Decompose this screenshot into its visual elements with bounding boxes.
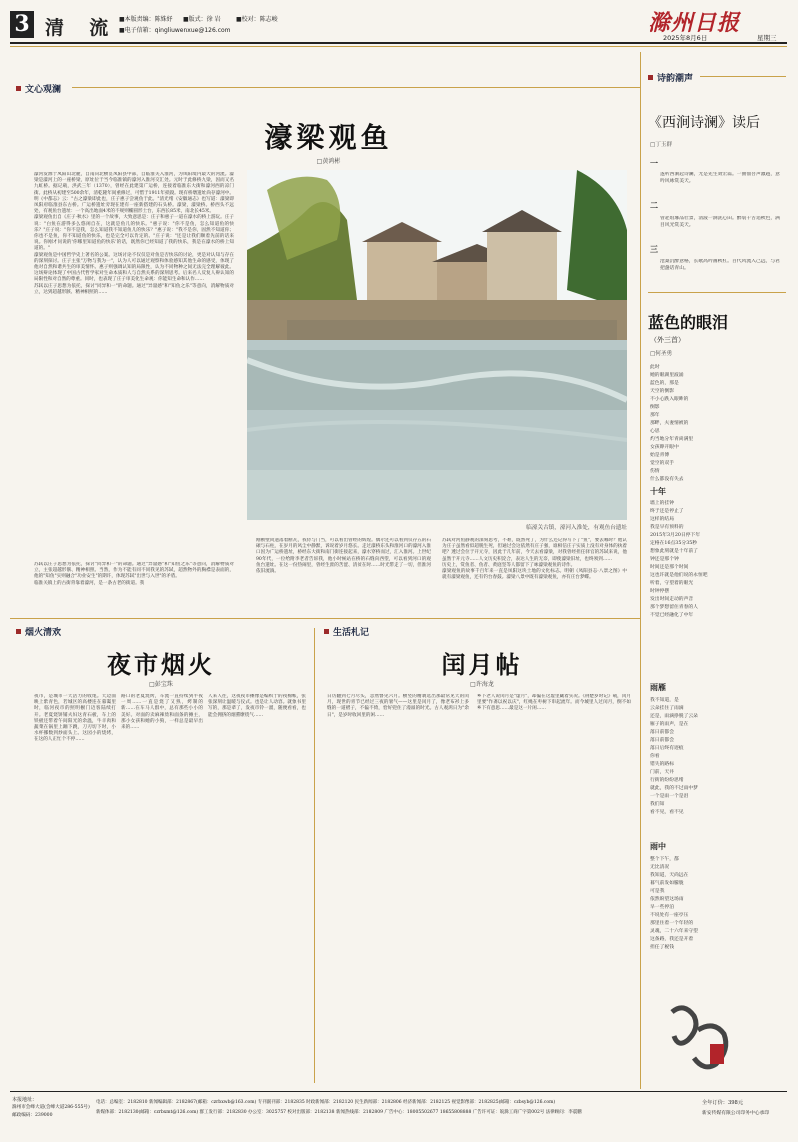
section-tag-poetry xyxy=(648,71,693,84)
poem-line: 还是，雨滴挣脱了云朵 xyxy=(650,714,698,719)
poem-line: 定格在16点35分35秒 xyxy=(650,541,698,546)
poem-line: 那个梦想留住青春的人 xyxy=(650,605,698,610)
poem-line: 墙上的挂钟 xyxy=(650,501,674,506)
photo-caption: 临濠关古镇，濠河入淮处，有观鱼台遗址 xyxy=(526,525,627,531)
header-email: ■电子信箱：qingliuwenxue@126.com xyxy=(119,27,231,34)
poem-line: 想象此刻就是十年前了 xyxy=(650,549,698,554)
poem-line: 始是青傅 xyxy=(650,453,670,458)
poem-line: 不小心跌入眼眸的 xyxy=(650,397,689,402)
footer-printer: 新安传媒有限公司印务中心承印 xyxy=(702,1111,770,1116)
poem-line: 时间还是那个时间 xyxy=(650,565,689,570)
poem2-title: 蓝色的眼泪 xyxy=(648,313,729,332)
yeshi-col2: 路口的老夏烧烤，车流一直持续到半夜一周……一直是烧了又熟，烤制的新……在车马人群中，总有那些小小的美好。对面的卖麻辣烫和面条的摊主，那小女孩和她的小狗，一样总是最早出来的…… xyxy=(121,694,203,731)
section-marker xyxy=(648,75,653,80)
article-col1: 濠河发源于凤阳山北麓，自南向北横贯凤阳县中部，自临淮关入淮河，为凤阳境内最大的河流。濠梁是濠河上的一座桥梁，原址位于当今临淮镇的濠河入淮河交汇处。元时于此修桥九梁，因而又名九虹桥。据记载，洪武三年（1370），曾经在此建第广运桥，连接着临淮东大街和濠河西的凉门街。此桥从初建至500余年，清乾隆年间重修过，可惜于1911年损毁。现有桥墩遗址尚存濠河中。明《中都志》云："古之濠梁即此也，庄子惠子尝观鱼于此。"清光绪《安徽通志》也写道：濠梁即凤阳府临淮县东古桥。广运桥遗址旁现在建有一座新搭建的石头桥。濠梁，濠梁桥。桥西头不远处，有观鱼台遗址：一个高出地面4米的不规则椭圆形土台，东西长85米，南北长45米。 濠梁观鱼出自《庄子·秋水》里的一个故事，大致意思是：庄子和惠子一道在濠水的桥上游玩。庄子说："白鱼在游得多么悠闲自在，这就是鱼儿的快乐。"惠子说："你不是鱼，怎么知道鱼的快乐？"庄子说："你不是我，怎么知道我不知道鱼儿的快乐？"惠子说："我不是你，固然不知道你；你也不是鱼，你不知道鱼的快乐，也是完全可以肯定的。"庄子说："还是让我们顺着先前的话来说。你刚才问说的'你哪里知道鱼的快乐'的话，既然你已经知道了我的快乐，我是在濠水的桥上知道的。" 濠梁观鱼是中国哲学史上著名的公案。这场讨论不仅仅是对鱼是否快乐的讨论，更是对认知与存在的深刻探讨。庄子主张"万物与我为一"，认为人可以通过观察和体验感知其他生命的感受，体现了他对自然和谐共生的审美情怀。惠子则强调认知的局限性，认为不同物种之间无法完全理解彼此。这场辩论体现了中国古代哲学家对生命本质和人与自然关系的深刻思考。后来名人反复人辩认知的局限性和对自然的尊重。同时，也表现了庄子审美化生命观：你能知生命和认作…… 苏轼以庄子思想为依托，探讨"同异和一"的命题。通过"异量感"和"知鱼之乐"等意向，消解物质对立，达到超越形骸、精神相照的…… xyxy=(34,172,234,295)
poem-line: 蓝色的，那是 xyxy=(650,381,679,386)
poem1-sec2: 二 xyxy=(650,200,658,210)
column-divider xyxy=(640,52,641,1089)
poem2d-title: 雨中 xyxy=(650,841,666,851)
poem-line: 女孩睁开眼中 xyxy=(650,445,679,450)
poem-line: 那畔，夫妻情被的 xyxy=(650,421,689,426)
runyue-col1: 日历翻到七月尽头，忽然瞥见六月。横竖的精剥选出那最常见天的闰月，现世的青节已经过三夜的暑气——这里是闰月了，像老布衫上多缝的一道褶子，不偏不倚，恰好兜住了漫溢的时光。古人观鸿日为"余日"，是岁时收回里的闲…… xyxy=(327,694,469,718)
poem2b-lines xyxy=(650,500,784,620)
poem-line: 什么都没有失去 xyxy=(650,477,684,482)
section-marker xyxy=(16,629,21,634)
poem-line: 你看 xyxy=(650,754,660,759)
poetry-rule xyxy=(700,76,786,77)
poem-line: 灵魂，二十六年来守望 xyxy=(650,929,698,934)
poem-line: 她的眼湖里波涌 xyxy=(650,373,684,378)
poem1-author: □丁玉群 xyxy=(650,142,673,148)
poem-line: 一个是雨一个是泪 xyxy=(650,794,689,799)
header-rule xyxy=(10,42,787,44)
bottom-section-rule xyxy=(10,618,640,619)
poem-line: 觉空的双手 xyxy=(650,461,674,466)
yeshi-title: 夜市烟火 xyxy=(107,650,215,679)
poem-line: 2015年3月20日停下年 xyxy=(650,533,701,538)
article-photo xyxy=(247,170,627,520)
poem-line: 倒影 xyxy=(650,405,660,410)
footer-address: 滁州市会峰大道(会峰大道286-555号) xyxy=(12,1105,90,1110)
poem-line: 那年 xyxy=(650,413,660,418)
poem1-text3: 沧桑沉醉意格，长歌高吟画秋杠。百代风流入己远，与君把盏话青山。 xyxy=(660,259,780,271)
runyue-title: 闰月帖 xyxy=(441,650,523,679)
article-col3: 刚断壁同遗落着断瓦，我侍与门当，可以看出曾经的辉煌。偶尔还可以看到仅存五的石磙与石柱，在岁月的风尘中静默，诉说着岁月悠长。走过濠桥东头和淮河口的濠河入淮口因为广运桥遗址，桥经东大街和南门街连接起来，濠水穿桥而过，汇入淮河。上世纪90年代，一位给附李老者告诉我，他小时候站在桥的石缝向西望，可以看到河口的观鱼台遗址。在这一份热闹里，曾经生涯的苦涩、清贫在时……时光带走了一切，但淮河依旧流淌。 xyxy=(256,538,431,575)
poem-line: 听着，守望着的眼光 xyxy=(650,581,694,586)
poem-line: 看不见，看不见 xyxy=(650,810,684,815)
poem-line: 我是早有预料的 xyxy=(650,525,684,530)
poem-line: 错失的路标 xyxy=(650,762,674,767)
header-editor: ■本版责编：陈姝妤 xyxy=(119,16,173,23)
poem-line: 云朵挂住了雨滴 xyxy=(650,706,684,711)
poem-line: 此时 xyxy=(650,365,660,370)
section-tag-text: 文心观澜 xyxy=(25,85,62,95)
poem-line: 落日后终有迹痕 xyxy=(650,746,684,751)
header-proof: ■校对：陈志峻 xyxy=(236,16,278,23)
poem-line: 可是我 xyxy=(650,889,665,894)
header-date: 2025年8月6日 xyxy=(663,34,708,42)
poem-line: 伤情 xyxy=(650,469,660,474)
article-author: □黄鸿彬 xyxy=(316,158,341,165)
section-tag-text: 生活札记 xyxy=(333,628,370,638)
poem-line: 发出时间走动的声音 xyxy=(650,597,694,602)
poem1-sec1: 一 xyxy=(650,158,658,168)
poem-line: 依然盼望这场雨 xyxy=(650,897,684,902)
poem2d-lines xyxy=(650,856,784,952)
poem-line: 我不知道，是 xyxy=(650,698,679,703)
section-tag-text: 诗韵潮声 xyxy=(657,74,694,84)
poem-line: 时钟停摆 xyxy=(650,589,670,594)
yeshi-author: □彭宝珠 xyxy=(149,681,173,688)
poem-line: 整个下午，都 xyxy=(650,857,679,862)
header-weekday: 星期三 xyxy=(757,34,777,42)
poem-line: 无比清况 xyxy=(650,865,670,870)
poem2c-lines xyxy=(650,697,784,817)
poem1-text2: 曾赴琅琊品壮景，清波一涧洗心田。醉翁千古追秋色，满目风光赏美天。 xyxy=(660,216,780,228)
poem-line: 雁子的雨声，是在 xyxy=(650,722,689,727)
poem1-sec3: 三 xyxy=(650,244,658,254)
header-design: ■版式：徐 岩 xyxy=(183,16,221,23)
footer-price: 全年订价：398元 xyxy=(702,1100,744,1106)
section-tag-wenxin xyxy=(16,82,61,95)
poem-line: 门前，天井 xyxy=(650,770,674,775)
poem2-lines xyxy=(650,364,784,484)
masthead-logo: 滁州日报 xyxy=(648,10,741,36)
section-tag-text: 烟火清欢 xyxy=(25,628,62,638)
poem-divider xyxy=(648,292,786,293)
poem-line: 这也许就是他们说的永恒吧 xyxy=(650,573,708,578)
footer-contacts-1: 电话：总编室：2182810 新闻编辑部：2182867(邮箱：czrbxwb@163.com) 专刊副刊部：2182835 时政新闻部：2182120 民生新闻部：2182806 经济新闻部：2182125 视觉影像部：2182825(邮箱：czbsyb@126.com) xyxy=(96,1100,556,1105)
section-tag-shenghuo xyxy=(324,625,369,638)
footer-address-label: 本报地址： xyxy=(12,1097,38,1103)
footer-postcode: 邮政编码：239000 xyxy=(12,1113,53,1118)
poem-line: 不说处有一座亭压 xyxy=(650,913,689,918)
section-tag-yanhuo xyxy=(16,625,61,638)
poem-line: 我们知 xyxy=(650,802,665,807)
poem2-author: □何圣勇 xyxy=(650,351,673,357)
poem-line: 行街的纷纷思绪 xyxy=(650,778,684,783)
poem-line: 灼当地分年青尚满里 xyxy=(650,437,694,442)
poem-line: 落日前都会 xyxy=(650,730,674,735)
poem-line: 早一些停泊 xyxy=(650,905,674,910)
poem-line: 这样的结局 xyxy=(650,517,674,522)
poem-line: 那里住着一个年轻的 xyxy=(650,921,694,926)
poem1-title: 《西涧诗澜》读后 xyxy=(648,115,760,131)
poem-line: 就此，我的不过雨中梦 xyxy=(650,786,698,791)
poem-line: 钟还是那个钟 xyxy=(650,557,679,562)
poem-line: 终于还是停止了 xyxy=(650,509,684,514)
article-top-rule xyxy=(72,87,641,88)
poem-line: 落日前都会 xyxy=(650,738,674,743)
bottom-divider xyxy=(314,628,315,1083)
section-marker xyxy=(16,86,21,91)
yeshi-col3: 人来人往，这夜夜市摊像是编织于的夜棉帐，张张深刻让温暖与仪式。也是让人动容。就象书里写的，那是辈了，发夜市铃一溜，随便看看，也能会拥挤的烟熏缭绕气…… xyxy=(208,694,306,718)
poem-line: 暮气前发如朦胧 xyxy=(650,881,684,886)
qingliu-seal xyxy=(664,998,736,1076)
yeshi-col1: 夜市，是城市一天活力的收尾。天边面映上紫青色，若城区的高楼连在暮霭里时，临河夜市的照明橱门迈客陆续打开。老夏烧饼铺夫妇这青石板，车上的铁板还带着午间阳光的余温，牛羊肉和蔬菜在锅里上蹦下跳，刀刃切下时，小水杯挪数到炒面头上。这园小的烧烤，在这的人正忙个不停…… xyxy=(34,694,116,743)
poem2c-title: 雨雁 xyxy=(650,682,666,692)
poem-line: 不觉已经融化了中年 xyxy=(650,613,694,618)
section-marker xyxy=(324,629,329,634)
article-title: 濠梁观鱼 xyxy=(264,121,393,154)
poem-line: 心思 xyxy=(650,429,660,434)
poem-line: 这条路，我还是开着 xyxy=(650,937,694,942)
section-name: 清 流 xyxy=(45,17,113,39)
article-col4: 苏轼对河鱼静观的深刻思考，不难，既然死了，为什么还记得写下了"鱼"，要去哪时？他认为庄子虽然看似超脱生死，但通过会这依然有庄子强，谁相信庄子实质上没有对身体的执着吧？透过会位于开元寺，因此于几年前，今天去看濠梁，对我曾经担任驿官的苏轼来说，他虽然于开元寺……人文历史积淀合，表达人生的无奈，即使濠梁旧址，也终须到…… 历史上，赏鱼者、鱼者、黄庭坚等人都留下了咏濠梁观鱼的诗作。 濠梁观鱼的故事千百年来一直是凤阳这块土地的文化标志。明朝《凤阳县志·八景之图》中就有濠梁观鱼，还有钓台春鼓。濠梁八景中既有濠梁观鱼，亦有庄台梦蝶。 xyxy=(442,538,627,581)
runyue-author: □许海龙 xyxy=(470,681,494,688)
poem1-text1: 遂听西涧起诗澜，尤是先生效宏篇。一曲仙吾声激越，意吟风咏赏美天。 xyxy=(660,172,780,184)
page-number-box: 3 xyxy=(10,11,34,38)
poem2-subtitle: （外三首） xyxy=(650,336,685,344)
header-rule-thin xyxy=(10,46,787,47)
poem-line: 我知道，天尚远在 xyxy=(650,873,689,878)
footer-rule xyxy=(10,1091,787,1092)
poem-line: 担任了税钱 xyxy=(650,945,674,950)
poem2b-title: 十年 xyxy=(650,486,666,496)
poem-line: 天空的倒影 xyxy=(650,389,674,394)
runyue-col2: 乡下老人说闰月是"虚月"，却偏在这虚里藏着实况。《荆楚岁时记》载，闰月里要"作斋以祝以庆"，红绳在枣树下串起流年。而今城里人过闰月，倒不如乡下有意思……最是这一片闲…… xyxy=(477,694,631,712)
footer-contacts-2: 新媒体部：2182130(邮箱：czrbxmt@126.com) 群工发行部：2182830 办公室：3025757 校对出版部：2182138 新闻热线部：2182809 广告中心：18005502677 18655808888 广告许可证：皖滁工商广字第002号 法律顾问：李震鹏 xyxy=(96,1110,582,1115)
article-col2: 苏轼以庄子思想为依托，探讨"同异和一"的命题。通过"异量感"和"知鱼之乐"等意向，消解物质对立，主张超越形骸、精神相照。当然，作为不能有同不同我见的苏轼，超然物外的胸襟是表面的，他的"知鱼"实则融合"功业安生"的期许，体现苏轼"出世与入世"的矛盾。 临淮关镇上的古街背靠着濠河，是一条古老的街道。我 xyxy=(34,562,234,586)
